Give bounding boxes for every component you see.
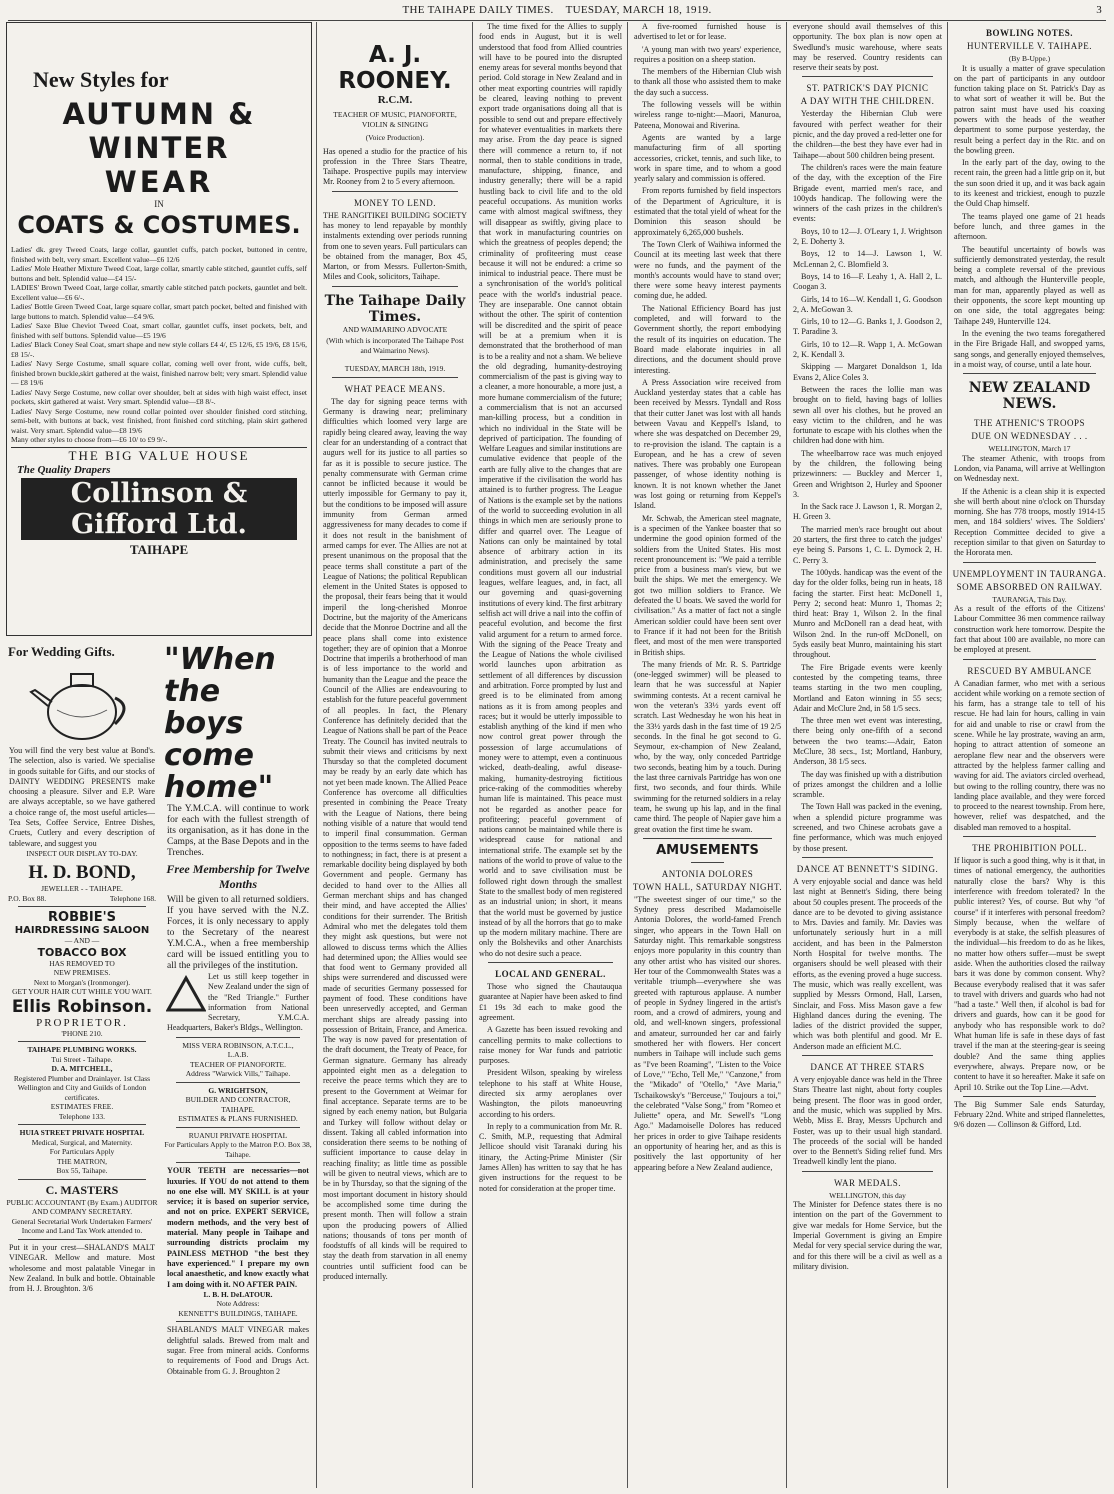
masters-title: PUBLIC ACCOUNTANT (By Exam.) AUDITOR AND COMPANY SECRETARY. <box>6 1197 158 1217</box>
paper-note: (With which is incorporated The Taihape Post and Waimarino News). <box>326 336 464 355</box>
dance-three-stars-body: A very enjoyable dance was held in the Three Stars Theatre last night, about forty couples being present. The floor was in good order, and the music, which was supplied by Mrs. Webb, Miss E. Bray, Messrs Upchurch and Foster, was up to their usual high standard. The proceeds of the social will be handed over to the Bennett's Siding relief fund. Mrs Treadwell kindly lent the piano. <box>793 1075 942 1167</box>
local-paragraph: From reports furnished by field inspectors of the Department of Agriculture, it is estimated that the total yield of wheat for the Dominion this season should be approximately 6,265,000 bushels. <box>634 186 781 237</box>
dance-three-stars-title: DANCE AT THREE STARS <box>810 1062 925 1073</box>
athenic-paragraph: The steamer Athenic, with troops from London, via Panama, will arrive at Wellington on Wednesday next. <box>954 453 1105 484</box>
ad-headline-wear: WEAR <box>104 165 214 199</box>
small-ads-right <box>164 640 312 1377</box>
robbie-saloon: HAIRDRESSING SALOON <box>14 925 150 937</box>
mitchell-name: D. A. MITCHELL, <box>51 1064 113 1074</box>
bond-cta: INSPECT OUR DISPLAY TO-DAY. <box>26 848 138 858</box>
bond-text: You will find the very best value at Bond's. The selection, also is varied. We specialise in goods suitable for Gifts, and our stocks of DAINTY WEDDING PRESENTS make choosing a pleasure. Silver and E.P. Ware are always acceptable, so we have gathered a choice range of, the most useful articles—Tea Sets, Coffee Service, Entree Dishes, Cruets, Cutlery and every description of tableware, and suggest you <box>9 746 155 848</box>
peace-paragraph: The time fixed for the Allies to supply food ends in August, but it is well understood that food from Allied countries will have to be poured into the disrupted enemy areas for several months beyond that period. Cold storage in New Zealand and in other meat exporting countries will rapidly be cleared, leaving nothing to prevent export trade organisations doing all that is possible to send out and prepare effectively for whatever eventualities in markets there may arise. From the day peace is signed there will commence a return to, if not normal, then to stable conditions in trade, manufacture, shipping, finance, and industry generally; there will be a rapid hustling back to civil life and to the old peaceful occupations. As munition works came with almost magical swiftness, they will disappear as swiftly, giving place to that work in manufacturing countries on which the greatness of peoples depend; the criminality of profiteering must cease because it will not be endured: a crime so inimical to industrial peace. There must be a synchronisation of the world's political peace with the world's industrial peace. They are inseparable. One cannot obtain without the other. The spirit of contention will be discredited and the spirit of peace will be at a premium when it is demonstrated that the brotherhood of man is to be a reality and not a sham. We believe the old degrading, humanity-destroying commercialism of the past is giving way to a cleaner, a more honourable, a more just, a more humane commercialism of the future; a commercialism that is not an accursed man-killing process, but a condition in which no individual in the State will be deprived of participation. The founding of Welfare Leagues and similar institutions are cumulative evidence that people of the earth are fully alive to the changes that are imperative if the civilisation the world has attained is to further progress. The League of Nations is the example set by the nations of the world to succeeding evolution in all things in which men are seriously prone to differ and quarrel over. The League of Nations can only be maintained by total absence of arbitrary action in its administration, and precisely the same conditions must govern all our industrial leagues, welfare leagues, and, in fact, all our governing and quasi-governing institutions of every kind. The first arbitrary selfish act will drive a nail into the coffin of peaceful evolution, and become the first valid argument for a return to armed force. With the signing of the Peace Treaty and the League of Nations the whole civilised world launches upon arbitration as settlement of all differences by discussion and arbitration. Force prompted by lust and greed is to be eliminated from among nations as it is from among peoples and races; but it would be utterly impossible to establish anything of the kind if men who now control great power through the possession of large accumulations of money were to attempt, even a continuous wicked, death-dealing, awful disease-making, humanity-destroying fictitious price-raking of the commodities whereby human life is maintained. This peace must not be regarded as another peace for profiteering; peaceful government of nations cannot be maintained while there is widespread cause for national and international strife. The example set by the nations of the world to prove of value to the world and to save civilisation must be followed right down through the smallest State to the smallest body of men registered as an industrial union; in short, it means that the world must be governed by justice instead of by all the horrors that go to make up the modern military machine. There are only the Bolsheviks and other Anarchists who do not desire such a peace. <box>479 22 622 958</box>
amusements-venue: TOWN HALL, SATURDAY NIGHT. <box>632 881 783 892</box>
wrighton-name: G. WRIGHTSON, <box>208 1085 268 1095</box>
picnic-result: Girls, 10 to 12—G. Banks 1, J. Goodson 2, T. Paradine 3. <box>793 317 942 337</box>
teeth-advert: YOUR TEETH are necessaries—not luxuries. If YOU do not attend to them no one else will. MY SKILL is at your service; it is based on superior service, and not on price. EXPERT SERVICE, modern methods, and the very best of material. Many people in Taihape and surrounding districts proclaim my PAINLESS METHOD "the best they have experienced." I prepare my own local anaesthetic, and know exactly what I am doing with it. NO AFTER PAIN. <box>167 1166 309 1289</box>
huia-types: Medical, Surgical, and Maternity. <box>31 1137 133 1147</box>
column-rule <box>472 22 473 1488</box>
local-paragraph: The National Efficiency Board has just completed, and will forward to the Government shortly, the report embodying the result of its inquiries on education. The Board made elaborate inquiries in all directions, and the document should prove interesting. <box>634 303 781 375</box>
robinson-name: MISS VERA ROBINSON, A.T.C.L., <box>182 1040 294 1050</box>
rooney-name: A. J. ROONEY. <box>338 42 452 94</box>
local-title: LOCAL AND GENERAL. <box>495 969 606 980</box>
column-3 <box>476 22 625 1488</box>
money-title: MONEY TO LEND. <box>353 197 437 208</box>
picnic-article <box>793 109 942 853</box>
ad-town: TAIHAPE <box>129 541 189 557</box>
picnic-paragraph: The Fire Brigade events were keenly contested by the competing teams, three teams starting in the two men coupling, Mortland and Eaton winning in 55 secs; Adair and McClure 2nd, in 58 1/5 secs. <box>793 662 942 713</box>
bowling-article <box>954 64 1105 371</box>
robbie-tobacco: TOBACCO BOX <box>37 945 127 959</box>
picnic-paragraph: The Town Hall was packed in the evening, when a splendid picture programme was screened, and two Chinese acrobats gave a fine performance, which was much enjoyed by those present. <box>793 802 942 853</box>
wrighton-role: BUILDER AND CONTRACTOR, <box>185 1095 291 1105</box>
robbie-removed: HAS REMOVED TO <box>49 958 115 968</box>
ad-item: Ladies' Navy Serge Costume, new collar over shoulder, belt at sides with high waist effect, inset pockets, skirt gathered at waist. Very smart. Splendid value—£8 8/-. <box>11 387 307 406</box>
huia-matron: THE MATRON, <box>57 1156 107 1166</box>
local-paragraph: Mr. Schwab, the American steel magnate, is a specimen of the Yankee boaster that so undermine the good opinion formed of the soldiers from the United States. His most recent pronouncement is: "We paid a terrible price from a business man's view, but we built the ships. We met the emergency. We got two million soldiers to France. We defeated the U boats. We saved the world for civilisation." As a matter of fact not a single American soldier could have been sent over to France if it had not been for the British fleet, and most of the men were transported in British ships. <box>634 513 781 657</box>
masters-name: C. MASTERS <box>45 1182 119 1197</box>
robinson-address: Address "Warwick Vills," Taihape. <box>185 1069 291 1079</box>
picnic-title: ST. PATRICK'S DAY PICNIC <box>806 83 929 94</box>
ymca-headline-1: "When the <box>164 642 276 709</box>
ad-item: Ladies' Bottle Green Tweed Coat, large square collar, smart patch pocket, belted and finished with large buttons to match. Splendid value—£4 9/6. <box>11 302 307 321</box>
robbie-location: Next to Morgan's (Ironmonger). <box>33 977 131 987</box>
masters-work: General Secretarial Work Undertaken Farmers' Income and Land Tax Work attended to. <box>11 1216 153 1236</box>
ad-headline-new-styles: New Styles for <box>33 67 169 92</box>
ruanui-title: RUANUI PRIVATE HOSPITAL <box>188 1130 288 1140</box>
ymca-headline-2: boys come <box>164 706 254 773</box>
wrighton-estimates: ESTIMATES & PLANS FURNISHED. <box>178 1114 298 1124</box>
picnic-paragraph: The wheelbarrow race was much enjoyed by the children, the following being prizewinners: — Buckley and Mercer 1, Green and Wrightson 2, Hurley and Spooner 3. <box>793 448 942 499</box>
masthead <box>8 4 1106 21</box>
ad-firm-logo: Collinson & Gifford Ltd. <box>21 478 297 540</box>
teeth-address: KENNETT'S BUILDINGS, TAIHAPE. <box>178 1308 298 1318</box>
ad-quality-drapers: The Quality Drapers <box>17 463 111 476</box>
ad-item: Many other styles to choose from—£6 10/ to £9 9/-. <box>11 435 168 444</box>
local-article <box>479 982 622 1194</box>
bond-tel: Telephone 168. <box>109 893 156 903</box>
local-paragraph: The many friends of Mr. R. S. Partridge (one-legged swimmer) will be pleased to learn that he was successful at Napier swimming contests. At a recent carnival he won the veteran's 33½ yards event off scratch. Last Wednesday he won his heat in the 33½ yards dash in the fast time of 19 2/5 seconds. In the final he got second to G. Seymour, ex-champion of New Zealand, who, by the way, only conceded Partridge two seconds, beating him by a touch. During the last three carnivals Partridge has won one first, two seconds, and four thirds. While swimming for the returned soldiers in a relay team, he swung up his lap, and in the final came third. The people of Napier gave him a great ovation the first time he swam. <box>634 659 781 834</box>
rooney-teacher: TEACHER OF MUSIC, PIANOFORTE, VIOLIN & SINGING <box>333 110 457 129</box>
column-5 <box>790 22 945 1488</box>
peace-article-cont <box>479 22 622 959</box>
ad-headline-season: AUTUMN & WINTER <box>62 97 256 165</box>
bowling-paragraph: The teams played one game of 21 heads before lunch, and three games in the afternoon. <box>954 211 1105 242</box>
red-triangle-icon <box>166 974 206 1014</box>
medals-body: The Minister for Defence states there is no intention on the part of the Government to give war medals for Home Service, but the Imperial Government is giving an Empire Medal for very special service during the war, and for this there will be a civil as well as a military division. <box>793 1200 942 1271</box>
robbie-owner: Ellis Robinson. <box>11 996 153 1017</box>
small-ads-left <box>6 640 158 1294</box>
athenic-sub: DUE ON WEDNESDAY . . . <box>971 431 1088 442</box>
robbie-haircut: GET YOUR HAIR CUT WHILE YOU WAIT. <box>12 987 152 997</box>
shaland-advert: Put it in your crest—SHALAND'S MALT VINEGAR. Mellow and mature. Most wholesome and most palatable Vinegar in New Zealand. In bulk and bottle. Obtainable from H. J. Broughton. 3/6 <box>9 1242 155 1294</box>
paper-sub: AND WAIMARINO ADVOCATE <box>342 324 448 334</box>
peace-paragraph: The day for signing peace terms with Germany is drawing near; preliminary difficulties which loomed very large are rapidly being cleared away, leaving the way clear for an understanding of a contract that augurs well for its justice to all parties so far as it is possible to secure justice. The penalty commensurate with German crime cannot be inflicted because it would be utterly impossible for Germany to pay it, but the conditions to be imposed will assure immunity from German armed aggressiveness for many decades to come if it does not result in the banishment of armed camps for ever. The Allies are not at present unanimous on the proposal that the peace terms shall constitute a part of the League of Nations; the political Republican element in the United States is opposed to the proposal, their fears being that it would imperil the long-cherished Monroe Doctrine, but the majority of the Americans decide that the Monroe Doctrine and all the peace plans shall come into existence together; they are of opinion that a Monroe Doctrine that imperils a brotherhood of man is of less importance to the world and humanity than the League and the peace the Council of the Allies are endeavouring to establish for the future peaceful government of all peoples. In fact, the Plenary Conference has definitely decided that the League of Nations shall be part of the Peace Treaty. The Council has invited neutrals to submit their views and criticisms by next Thursday so that the completed document may be ready by an early date which has not yet been made known. The Allied Peace Conference has overcome all difficulties presented in combining the Peace Treaty with the League of Nations, there being nothing visible of a nature that would tend to imperil final consummation. German opposition to the terms seems to have faded to nothingness; in fact, there is at present a remarkable docility being displayed by both Government and people. Germany has decided to hand over to the Allies all German merchant ships and has changed their mind, and have accepted the Allies' conditions for their surrender. The British Admiral who met the delegates told them they might ask questions, but were not allowed to discuss terms which the Allies had determined upon; the Allies would see that food went to Germany provided all ships were surrendered and discussed were made of securities Germany possessed for payment of food. These conditions have been unreservedly accepted, and German merchant ships are already passing into possession of Britain, France, and America. The way is now paved for presentation of the draft document, the Treaty of Peace, for German signature. Germany has already appointed eight men as a delegation to receive the peace terms which they are to present to the Government at Weimar for final acceptance. Separate terms are to be signed by each enemy nation, but Bulgaria and Turkey will follow without delay or dissent. Taking all cabled information into consideration there seems to be nothing of sufficient importance to cause delay in reaching finality; as little time as possible will be given to neutral views, which are to be in by Thursday, so that the signing of the most important document in history should be accomplished some time during the present month. Then will follow a strain upon the producing powers of Allied nations; thousands of tons per month of foodstuffs of all kinds will be required to stay the death from starvation in all enemy countries until sufficient food can be produced internally. <box>323 396 467 1281</box>
ad-item-list <box>11 245 307 445</box>
bowling-paragraph: In the evening the two teams foregathered in the Fire Brigade Hall, and swopped yarns, sang songs, and generally enjoyed themselves, in a moist way, of course, until a late hour. <box>954 328 1105 369</box>
bowling-byline: (By B-Uppe.) <box>1008 54 1051 63</box>
bond-box: P.O. Box 88. <box>8 893 47 903</box>
bond-name: H. D. BOND, <box>28 862 136 884</box>
local-paragraph: The members of the Hibernian Club wish to thank all those who assisted them to make the day such a success. <box>634 67 781 97</box>
wrighton-town: TAIHAPE. <box>221 1104 255 1114</box>
column-rule <box>627 22 628 1488</box>
teapot-icon <box>27 662 137 744</box>
bowling-paragraph: It is usually a matter of grave speculation on the part of participants in any outdoor function taking place on St. Patrick's Day as to what sort of weather it will be. But the patron saint must have used his coaxing powers with the heads of the weather department to some purpose yesterday, the result being a perfect day in the Rtc. and on the bowling green. <box>954 63 1105 155</box>
picnic-paragraph: The children's races were the main feature of the day, with the exception of the Fire Brigade event, married men's race, and 100yds handicap. The following were the winners of the cash prizes in the children's events: <box>793 162 942 224</box>
dance-bennetts-title: DANCE AT BENNETT'S SIDING. <box>796 863 939 874</box>
ad-item: Ladies' Black Coney Seal Coat, smart shape and new style collars £4 4/, £5 12/6, £5 19/6, £8 15/6, £8 15/-. <box>11 340 307 359</box>
picnic-paragraph: Yesterday the Hibernian Club were favoured with perfect weather for their picnic, and the day proved a red-letter one for the children—the best they have ever had in Taihape—about 500 children being present. <box>793 109 942 160</box>
ad-item: Ladies' Navy Serge Costume, small square collar, coming well over front, wide cuffs, belt, finished brown buckle,skirt gathered at the waist, finished narrow belt; very smart. Splendid value— £8 19/6 <box>11 359 307 387</box>
picnic-result: Girls, 10 to 12—R. Wapp 1, A. McGowan 2, K. Kendall 3. <box>793 339 942 360</box>
ymca-headline-3: home" <box>164 770 274 805</box>
mitchell-phone: Telephone 133. <box>58 1111 106 1121</box>
picnic-paragraph: The three men wet event was interesting, there being only one-fifth of a second between the two teams:—Adair, Eaton McClure, 38 secs., 1st; Mortland, Hanbury, Anderson, 38 1/5 secs. <box>793 716 942 767</box>
amusements-title: AMUSEMENTS <box>656 842 759 858</box>
bond-title: For Wedding Gifts. <box>8 644 115 659</box>
picnic-paragraph: The married men's race brought out about 20 starters, the first three to catch the judges' eye being S. Parsons 1, C. L. Dymock 2, H. C. Perry 3. <box>793 524 942 565</box>
robinson-teacher: TEACHER OF PIANOFORTE. <box>189 1059 286 1069</box>
huia-apply: For Particulars Apply <box>49 1147 115 1157</box>
rooney-body: Has opened a studio for the practice of his profession in the Three Stars Theatre, Taihape. Prospective pupils may interview Mr. Rooney from 2 to 5 every afternoon. <box>323 146 467 187</box>
ad-item: Ladies' dk. grey Tweed Coats, large collar, gauntlet cuffs, patch pocket, buttoned in centre, finished with belt, very smart. Excellent value—£6 12/6 <box>11 245 307 264</box>
local-paragraph: In reply to a communication from Mr. R. C. Smith, M.P., requesting that Admiral Jellicoe should visit Taranaki during his itinary, the Acting-Prime Minister (Sir James Allen) has written to say that he has given instructions for the request to be noted for consideration at the proper time. <box>479 1121 622 1193</box>
picnic-result: Boys, 10 to 12—J. O'Leary 1, J. Wrightson 2, E. Doherty 3. <box>793 226 942 247</box>
athenic-paragraph: If the Athenic is a clean ship it is expected she will berth about nine o'clock on Thursday morning. She has 778 troops, mostly 1914-15 men, and 184 soldiers' wives. The Soldiers' Reception Committee decided to give a reception similar to that given on Saturday to the Hororata men. <box>954 486 1105 558</box>
teeth-note: Note Address: <box>216 1299 260 1309</box>
local-paragraph: The Town Clerk of Waihiwa informed the Council at its meeting last week that there were no funds, and the payment of the month's accounts would have to stand over; there were some heavy interest payments coming due, he added. <box>634 239 781 301</box>
summer-sale-advert: The Big Summer Sale ends Saturday, February 22nd. White and striped flannelettes, 9/6 dozen — Collinson & Gifford, Ltd. <box>954 1099 1105 1130</box>
ymca-body-3: Let us still keep together in New Zealand under the sign of the "Red Triangle." Further information from National Secretary, Y.M.C.A. Headquarters, Baker's Bldgs., Wellington. <box>167 972 309 1033</box>
mitchell-desc: Registered Plumber and Drainlayer. 1st Class Wellington and City and Guilds of London certificates. <box>13 1073 151 1102</box>
rooney-voice: (Voice Production). <box>365 133 425 142</box>
mitchell-street: Tui Street - Taihape. <box>51 1054 113 1064</box>
masthead-title: THE TAIHAPE DAILY TIMES. <box>402 4 554 16</box>
rescue-body: A Canadian farmer, who met with a serious accident while working on a remote section of his farm, has a strange tale to tell of his rescue. He had lain for hours, calling in vain for aid and unable to rise or crawl from the scene. While he lay prostrate, waving an arm, hoping to attract attention of someone an aeroplane flew near and the observers were attracted by the helpless farmer calling and waving for aid. The aviators circled overhead, but owing to the rolling country, there was no landing place available, and they were forced to proceed to the nearest township. From here, however, relief was despatched, and the disabled man removed to a hospital. <box>954 678 1105 832</box>
ad-headline-coats: COATS & COSTUMES. <box>17 211 301 239</box>
bowling-paragraph: In the early part of the day, owing to the recent rain, the green had a little grip on it, but the sun soon dried it up, and it was back again to its keenest and trickiest, enough to puzzle the Ould Chap himself. <box>954 158 1105 209</box>
paper-date: TUESDAY, MARCH 18th, 1919. <box>344 364 446 374</box>
unemployment-sub: SOME ABSORBED ON RAILWAY. <box>956 581 1103 592</box>
mitchell-title: TAIHAPE PLUMBING WORKS. <box>27 1045 137 1055</box>
unemployment-title: UNEMPLOYMENT IN TAURANGA. <box>952 568 1107 579</box>
rooney-quals: R.C.M. <box>377 94 413 106</box>
local-notes <box>634 22 781 835</box>
teeth-name: L. B. H. DeLATOUR. <box>203 1289 273 1299</box>
ad-item: LADIES' Brown Tweed Coat, large collar, smartly cable stitched patch pockets, gauntlet and belt. Excellent value—£6 6/-. <box>11 283 307 302</box>
column-6 <box>951 22 1108 1488</box>
picnic-paragraph: The day was finished up with a distribution of prizes amongst the children and a lollie scramble. <box>793 769 942 800</box>
ad-headline-in: IN <box>154 199 164 209</box>
picnic-result: Girls, 14 to 16—W. Kendall 1, G. Goodson 2, A. McGowan 3. <box>793 294 942 314</box>
ymca-free-membership: Free Membership for Twelve Months <box>166 862 310 891</box>
athenic-title: THE ATHENIC'S TROOPS <box>974 418 1085 429</box>
bond-contacts <box>8 894 156 904</box>
picnic-result: Boys, 12 to 14—J. Lawson 1, W. McLennan 2, C. Blomfield 3. <box>793 249 942 269</box>
unemployment-place: TAURANGA, This Day. <box>992 594 1067 604</box>
local-paragraph: President Wilson, speaking by wireless telephone to his staff at White House, directed six army aeroplanes over Washington, the pilots manoeuvring according to his orders. <box>479 1068 622 1119</box>
masthead-date: TUESDAY, MARCH 18, 1919. <box>565 4 712 16</box>
robbie-premises: NEW PREMISES. <box>53 968 111 978</box>
money-body: THE RANGITIKEI BUILDING SOCIETY has money to lend repayable by monthly instalments extending over periods running from one to seven years. Full particulars can be obtained from the manager, Box 45, Marton, or from Messrs. Fullerton-Smith, Miles and Cook, solicitors, Taihape. <box>323 210 467 282</box>
picnic-paragraph: In the Sack race J. Lawson 1, R. Morgan 2, H. Green 3. <box>793 502 942 522</box>
athenic-article <box>954 454 1105 559</box>
column-rule <box>786 22 787 1488</box>
medals-place: WELLINGTON, this day <box>829 1190 906 1200</box>
nz-news-title: NEW ZEALAND NEWS. <box>968 380 1091 413</box>
ad-item: Ladies' Mole Heather Mixture Tweed Coat, large collar, smartly cable stitched, gauntlet cuffs, self buttons and belt. Splendid value—£4 15/- <box>11 264 307 283</box>
paper-title: The Taihape Daily Times. <box>324 292 466 325</box>
athenic-place: WELLINGTON, March 17 <box>988 444 1071 454</box>
poll-body: If liquor is such a good thing, why is it that, in times of national emergency, the authorities naturally close the bars? Why is this interference with freedom tolerated? In the public interest? Yes, of course. But why "of course" if it interferes with personal freedom? Simply because, when the welfare of everybody is at stake, the selfish pleasures of the individual—his freedom to do as he likes, no matter how others suffer—must be swept aside. When the authorities closed the railway bars it was done by common consent. Why? Because everybody realised that it was safer to travel with drivers and guards who had not "had a taste." Well then, if alcohol is bad for drivers and guards, how can it be good for anybody who has responsible work to do? What human life is safe in these days of fast travel if the man at the steering-gear is seeing double? And the same thing applies everywhere, always. Prepare now, or be content to have it so hereafter. Make it safe on April 10. Strike out the Top Line.—Advt. <box>954 856 1105 1092</box>
rescue-title: RESCUED BY AMBULANCE <box>967 665 1092 676</box>
huia-title: HUIA STREET PRIVATE HOSPITAL <box>19 1128 145 1138</box>
picnic-result: Skipping — Margaret Donaldson 1, Ida Evans 2, Alice Coles 3. <box>793 362 942 382</box>
robbie-phone: 'PHONE 210. <box>61 1028 103 1038</box>
amusements-cont: everyone should avail themselves of this opportunity. The box plan is now open at Swedlund's music warehouse, where seats may be reserved. Country residents can reserve their seats by post. <box>793 22 942 73</box>
vinegar-advert: SHABLAND'S MALT VINEGAR makes delightful salads. Brewed from malt and sugar. Free from mineral acids. Conforms to requirements of Food and Drugs Act. Obtainable from G. J. Broughton 2 <box>167 1325 309 1376</box>
ad-item: Ladies' Saxe Blue Cheviot Tweed Coat, smart collar, gauntlet cuffs, inset pockets, belt, and finished with self buttons. Splendid value—£5 19/6 <box>11 321 307 340</box>
column-rule <box>947 22 948 1488</box>
amusements-body: "The sweetest singer of our time," so the Sydney press described Madamoiselle Antonia Dolores, the world-famed French singer, who appears in the Town Hall on Saturday night. This remarkable songstress enjoys more popularity in this country than any other artist who has visited our shores. Her tour of the Commonwealth States was a veritable triumph—everywhere she was greeted with rapturous applause. A number of people in Sydney lingered in the artist's room, and a crowd of admirers, young and old, and well-known singers, professional and amateur, surrounded her car and fairly smothered her with flowers. Her concert numbers in Taihape will include such gems as "I've been Roaming", "Listen to the Voice of Love," "Echo, Tell Me," "Canzone," from the "Mikado" of "Otello," "Ave Maria," Tschaikowsky's "Berceuse," Toujours a toi," the celebrated "Valse Song," from "Romeo et Juliette" opera, and Mr. Sewell's "Long Ago." Madamoiselle Dolores has reduced her prices in order to give Taihape residents an opportunity of hearing her, and as this is positively the last opportunity of her appearing before a New Zealand audience, <box>634 894 781 1172</box>
ymca-body: The Y.M.C.A. will continue to work for each with the fullest strength of its organisation, as it has done in the Camps, at the Base Depots and in the Trenches. <box>167 804 309 858</box>
picnic-sub: A DAY WITH THE CHILDREN. <box>800 96 935 107</box>
robbie-title: ROBBIE'S <box>48 910 116 926</box>
bond-role: JEWELLER - - TAIHAPE. <box>41 884 123 894</box>
column-1 <box>6 22 312 1488</box>
picnic-result: Boys, 14 to 16—F. Leahy 1, A. Hall 2, L. Coogan 3. <box>793 271 942 292</box>
unemployment-body: As a result of the efforts of the Citizens' Labour Committee 36 men commence railway construction work here tomorrow. Despite the fact that about 100 are available, no more can be employed at present. <box>954 604 1105 655</box>
local-paragraph: The following vessels will be within wireless range to-night:—Maori, Manuroa, Pateena, Monowai and Riverina. <box>634 100 781 130</box>
huia-box: Box 55, Taihape. <box>56 1166 108 1176</box>
collinson-gifford-advert <box>6 22 312 636</box>
robbie-and: — AND — <box>64 936 100 946</box>
local-paragraph: 'A young man with two years' experience, requires a position on a sheep station. <box>634 44 781 64</box>
page-number: 3 <box>1096 4 1102 16</box>
ymca-body-2: Will be given to all returned soldiers. If you have served with the N.Z. Forces, it is only necessary to apply to the Secretary of the nearest Y.M.C.A., when a free membership card will be issued entitling you to all the privileges of the institution. <box>167 895 309 971</box>
bowling-title: BOWLING NOTES. <box>985 28 1074 38</box>
robbie-proprietor: PROPRIETOR. <box>36 1016 128 1029</box>
local-paragraph: A Gazette has been issued revoking and cancelling permits to make collections to raise money for War funds and patriotic purposes. <box>479 1025 622 1066</box>
ad-house-name: THE BIG VALUE HOUSE <box>11 447 307 464</box>
dance-bennetts-body: A very enjoyable social and dance was held last night at Bennett's Siding, there being about 50 couples present. The proceeds of the dance are to be devoted to giving assistance to Mrs. Davies and family. Mr. Davies was unfortunately seriously hurt in a mill accident, and has been in the Palmerston North Hospital for twelve months. The organisers should be well pleased with their efforts, as the evening proved a huge success. The music, which was really excellent, was supplied by Messrs Ormond, Hall, Larsen, Sinclair, and Foss. Miss Mason gave a few Highland dances during the evening. The ladies of the district provided the supper, which was both plentiful and good. Mr E. Anderson made an efficient M.C. <box>793 876 942 1051</box>
peace-title: WHAT PEACE MEANS. <box>344 383 446 394</box>
local-paragraph: Agents are wanted by a large manufacturing firm of all sporting accessories, cricket, tennis, and such like, to work in spare time, and to whom a good yearly salary and commission is offered. <box>634 132 781 184</box>
column-4 <box>631 22 784 1488</box>
ad-item: Ladies' Navy Serge Costume, new round collar pointed over shoulder finished cord stitching, semi-belt, with buttons at back, vest finished, front finished cord stitching, plain skirt gathered waist. Very smart. Splendid value—£8 19/6 <box>11 406 307 435</box>
local-paragraph: A five-roomed furnished house is advertised to let or for lease. <box>634 22 781 42</box>
bowling-paragraph: The beautiful uncertainty of bowls was sufficiently demonstrated yesterday, the result being a complete reversal of the previous match, and although the Hunterville people, man for man, apparently played as well as their opponents, the score kept mounting up on one side, the total aggregates being: Taihape 249, Hunterville 124. <box>954 244 1105 326</box>
ruanui-apply: For Particulars Apply to the Matron P.O. Box 38, Taihape. <box>164 1140 312 1159</box>
picnic-paragraph: Between the races the lollie man was brought on to field, having bags of lollies sewn all over his clothes, but he proved an easy victim to the children, and he was fortunate to escape with his clothes when the children had done with him. <box>793 384 942 446</box>
poll-title: THE PROHIBITION POLL. <box>972 843 1087 854</box>
medals-title: WAR MEDALS. <box>833 1177 901 1188</box>
column-rule <box>316 22 317 1488</box>
picnic-paragraph: The 100yds. handicap was the event of the day for the older folks, being run in heats, 18 facing the starter. First heat: McDonell 1, Perry 2; second heat: Munro 1, Thomas 2; third heat: Bray 1, Wilson 2. In the final Munro and McDonell ran a dead heat, with Wilson 2nd. In the run-off McDonell, on 5yds easily beat Munro, maintaining his start throughout. <box>793 567 942 660</box>
bowling-sub: HUNTERVILLE V. TAIHAPE. <box>966 41 1093 51</box>
local-paragraph: Those who signed the Chautauqua guarantee at Napier have been asked to find £1 19s 3d each to make good the agreement. <box>479 982 622 1022</box>
column-2 <box>320 22 470 1488</box>
amusements-artist: ANTONIA DOLORES <box>661 868 754 879</box>
local-paragraph: A Press Association wire received from Auckland yesterday states that a cable has been received by Messrs. Tyndall and Ross that their cutter Janet was lost with all hands between Vavau and Keppell's Island, to where she was despatched on December 29, to re-provision the island. The captain is a European, and he has a crew of seven natives. There was probably one European passenger, of whose identity nothing is known. It is not known whether the Janet was lost going or returning from Keppel's Island. <box>634 377 781 511</box>
peace-article <box>323 397 467 1283</box>
mitchell-estimates: ESTIMATES FREE. <box>50 1102 114 1112</box>
robinson-quals: L.A.B. <box>227 1050 249 1060</box>
